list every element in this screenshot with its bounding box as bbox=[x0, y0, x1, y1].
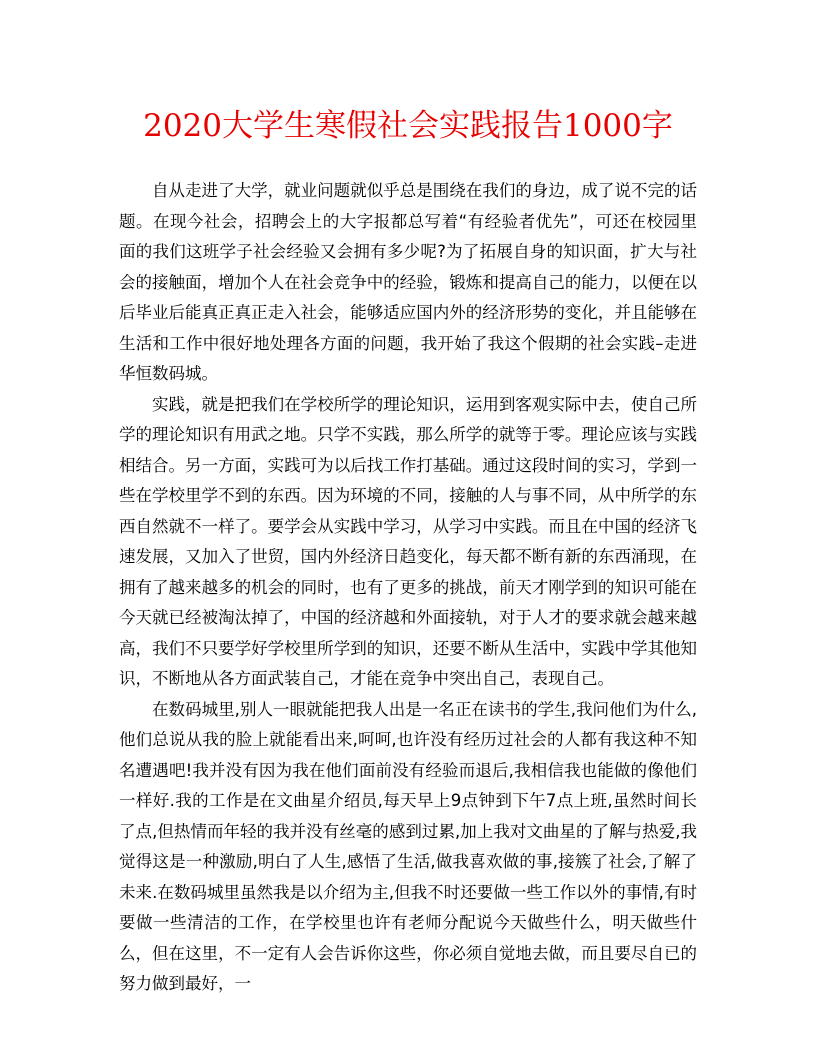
paragraph-intro: 自从走进了大学，就业问题就似乎总是围绕在我们的身边，成了说不完的话题。在现今社会，招聘会上的大字报都总写着“有经验者优先”，可还在校园里面的我们这班学子社会经验又会拥有多少呢?为了拓展自身的知识面，扩大与社会的接触面，增加个人在社会竞争中的经验，锻炼和提高自己的能力，以便在以后毕业后能真正真正走入社会，能够适应国内外的经济形势的变化，并且能够在生活和工作中很好地处理各方面的问题，我开始了我这个假期的社会实践–走进华恒数码城。 bbox=[119, 181, 697, 383]
paragraph-practice: 实践，就是把我们在学校所学的理论知识，运用到客观实际中去，使自己所学的理论知识有用武之地。只学不实践，那么所学的就等于零。理论应该与实践相结合。另一方面，实践可为以后找工作打基础。通过这段时间的实习，学到一些在学校里学不到的东西。因为环境的不同，接触的人与事不同，从中所学的东西自然就不一样了。要学会从实践中学习，从学习中实践。而且在中国的经济飞速发展，又加入了世贸，国内外经济日趋变化，每天都不断有新的东西涌现，在拥有了越来越多的机会的同时，也有了更多的挑战，前天才刚学到的知识可能在今天就已经被淘汰掉了，中国的经济越和外面接轨，对于人才的要求就会越来越高，我们不只要学好学校里所学到的知识，还要不断从生活中，实践中学其他知识，不断地从各方面武装自己，才能在竞争中突出自己，表现自己。 bbox=[119, 394, 697, 688]
paragraph-digital-city: 在数码城里,别人一眼就能把我人出是一名正在读书的学生,我问他们为什么,他们总说从我的脸上就能看出来,呵呵,也许没有经历过社会的人都有我这种不知名遭遇吧!我并没有因为我在他们面前没有经验而退后,我相信我也能做的像他们一样好.我的工作是在文曲星介绍员,每天早上9点钟到下午7点上班,虽然时间长了点,但热情而年轻的我并没有丝毫的感到过累,加上我对文曲星的了解与热爱,我觉得这是一种激励,明白了人生,感悟了生活,做我喜欢做的事,接簇了社会,了解了未来.在数码城里虽然我是以介绍为主,但我不时还要做一些工作以外的事情,有时要做一些清洁的工作，在学校里也许有老师分配说今天做些什么，明天做些什么，但在这里，不一定有人会告诉你这些，你必须自觉地去做，而且要尽自已的努力做到最好，一 bbox=[119, 699, 697, 993]
document-title: 2020大学生寒假社会实践报告1000字 bbox=[143, 108, 673, 144]
document-body bbox=[119, 176, 697, 1000]
